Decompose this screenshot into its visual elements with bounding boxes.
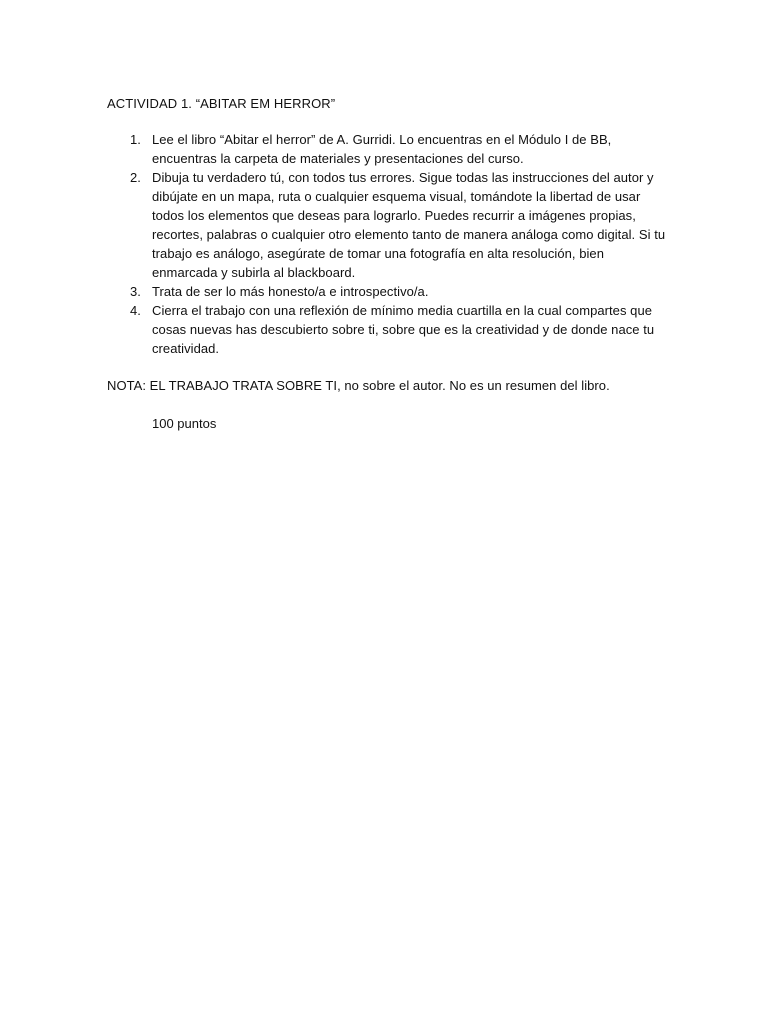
instruction-list: [107, 130, 667, 358]
instruction-text: Trata de ser lo más honesto/a e introspectivo/a.: [152, 284, 429, 299]
activity-title: ACTIVIDAD 1. “ABITAR EM HERROR”: [107, 96, 336, 111]
instruction-text: Lee el libro “Abitar el herror” de A. Gurridi. Lo encuentras en el Módulo I de BB, encuentras la carpeta de materiales y presentaciones del curso.: [152, 132, 612, 166]
instruction-number: 3.: [130, 284, 141, 299]
points-value: 100 puntos: [152, 416, 217, 431]
instruction-text: Dibuja tu verdadero tú, con todos tus errores. Sigue todas las instrucciones del autor y dibújate en un mapa, ruta o cualquier esquema visual, tomándote la libertad de usar todos los elementos que deseas para lograrlo. Puedes recurrir a imágenes propias, recortes, palabras o cualquier otro elemento tanto de manera análoga como digital. Si tu trabajo es análogo, asegúrate de tomar una fotografía en alta resolución, bien enmarcada y subirla al blackboard.: [152, 170, 666, 280]
instruction-item: [107, 130, 667, 168]
instruction-number: 2.: [130, 170, 141, 185]
instruction-item: [107, 168, 667, 282]
instruction-number: 1.: [130, 132, 141, 147]
instruction-text: Cierra el trabajo con una reflexión de mínimo media cuartilla en la cual compartes que cosas nuevas has descubierto sobre ti, sobre que es la creatividad y de donde nace tu creatividad.: [152, 303, 655, 356]
instruction-item: [107, 301, 667, 358]
note-text: NOTA: EL TRABAJO TRATA SOBRE TI, no sobre el autor. No es un resumen del libro.: [107, 378, 610, 393]
instruction-number: 4.: [130, 303, 141, 318]
instruction-item: [107, 282, 667, 301]
